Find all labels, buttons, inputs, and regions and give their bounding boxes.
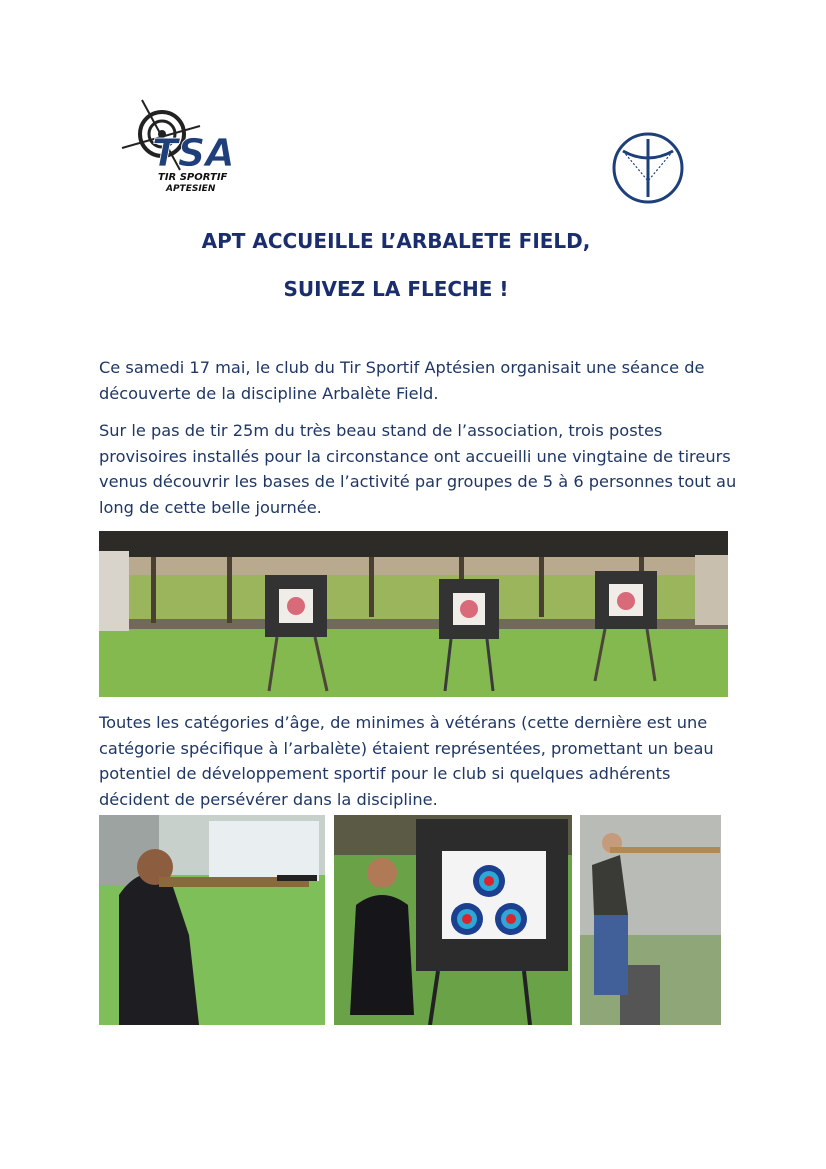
svg-text:APTESIEN: APTESIEN [166,184,216,194]
paragraph-3: Toutes les catégories d’âge, de minimes à vétérans (cette dernière est une catégorie spécifique à l’arbalète) étaient représentées, promettant un beau potentiel de développement sportif pour le club si quelques adhérents décident de persévérer dans la discipline. [99,713,714,809]
boy-with-target-photo [334,815,572,1025]
paragraph-1: Ce samedi 17 mai, le club du Tir Sportif Aptésien organisait une séance de découverte de la discipline Arbalète Field. [99,358,705,403]
crossbow-in-circle-icon [609,131,687,205]
svg-text:TIR SPORTIF: TIR SPORTIF [158,172,228,183]
article-title-line2: SUIVEZ LA FLECHE ! [283,277,509,301]
tsa-logo [118,96,242,196]
article-title-line1: APT ACCUEILLE L’ARBALETE FIELD, [201,229,591,253]
veteran-shooter-photo [580,815,721,1025]
tsa-logo-letters: TSA [152,131,235,175]
range-targets-photo [99,531,728,697]
paragraph-2: Sur le pas de tir 25m du très beau stand de l’association, trois postes provisoires installés pour la circonstance ont accueilli une vingtaine de tireurs venus découvrir les bases de l’activité par groupes de 5 à 6 personnes tout au long de cette belle journée. [99,421,737,517]
young-shooter-photo [99,815,325,1025]
